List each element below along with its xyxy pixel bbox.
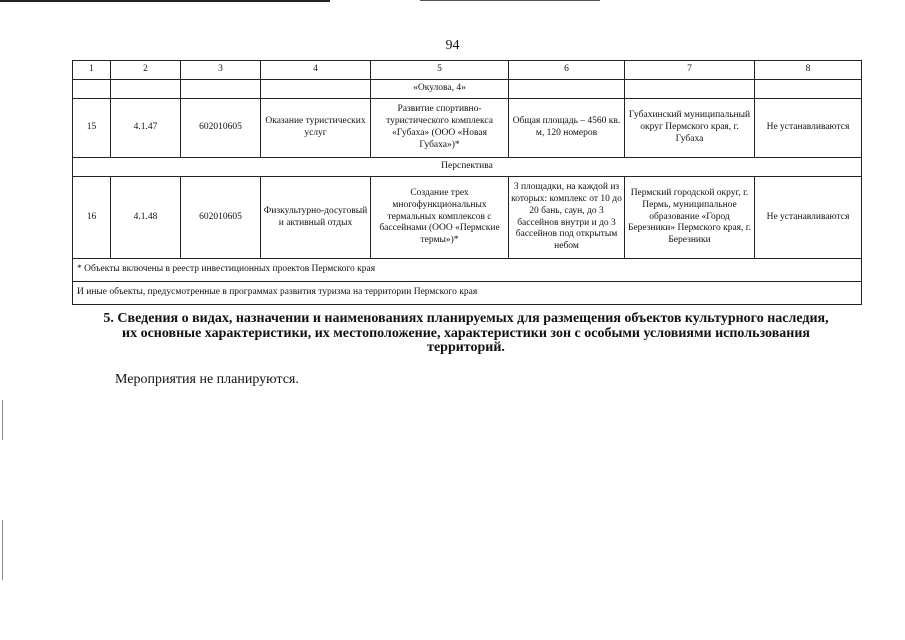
table-section-row xyxy=(73,158,862,177)
object-location: Губахинский муниципальный округ Пермского края, г. Губаха xyxy=(625,99,755,158)
object-name: Создание трех многофункциональных термальных комплексов с бассейнами (ООО «Пермские термы»)* xyxy=(371,177,509,259)
table-footnote: * Объекты включены в реестр инвестиционных проектов Пермского края xyxy=(73,259,862,282)
table-header-cell: 3 xyxy=(181,61,261,80)
table-header-cell: 7 xyxy=(625,61,755,80)
row-number: 16 xyxy=(73,177,111,259)
table-row xyxy=(73,99,862,158)
table-footnote-row xyxy=(73,259,862,282)
table-header-cell: 8 xyxy=(755,61,862,80)
object-location: Пермский городской округ, г. Пермь, муниципальное образование «Город Березники» Пермского края, г. Березники xyxy=(625,177,755,259)
table-cell xyxy=(111,80,181,99)
scan-artifact-line xyxy=(420,0,600,1)
other-objects-note: И иные объекты, предусмотренные в программах развития туризма на территории Пермского края xyxy=(73,282,862,305)
section-body: Мероприятия не планируются. xyxy=(115,372,299,387)
table-header-cell: 2 xyxy=(111,61,181,80)
object-params: Общая площадь – 4560 кв. м, 120 номеров xyxy=(509,99,625,158)
section-heading: 5. Сведения о видах, назначении и наименованиях планируемых для размещения объектов культурного наследия, их основные характеристики, их местоположение, характеристики зон с особыми условиями использования территорий. xyxy=(103,311,829,356)
table-cell xyxy=(261,80,371,99)
table-header-cell: 4 xyxy=(261,61,371,80)
table-cell xyxy=(755,80,862,99)
table-header-row xyxy=(73,61,862,80)
table-cell xyxy=(509,80,625,99)
object-code: 4.1.48 xyxy=(111,177,181,259)
object-params: 3 площадки, на каждой из которых: комплекс от 10 до 20 бань, саун, до 3 бассейнов внутри и до 3 бассейнов под открытым небом xyxy=(509,177,625,259)
classifier-code: 602010605 xyxy=(181,177,261,259)
table-header-cell: 1 xyxy=(73,61,111,80)
table-footnote-row xyxy=(73,282,862,305)
scan-artifact-line xyxy=(0,0,330,2)
scan-artifact-margin xyxy=(2,400,3,440)
table-header-cell: 6 xyxy=(509,61,625,80)
table-cell xyxy=(73,80,111,99)
table-row xyxy=(73,177,862,259)
row-number: 15 xyxy=(73,99,111,158)
scan-artifact-margin xyxy=(2,520,3,580)
table-row xyxy=(73,80,862,99)
table-header-cell: 5 xyxy=(371,61,509,80)
objects-table xyxy=(72,60,862,305)
continuation-cell: «Окулова, 4» xyxy=(371,80,509,99)
table-cell xyxy=(625,80,755,99)
object-type: Физкультурно-досуговый и активный отдых xyxy=(261,177,371,259)
classifier-code: 602010605 xyxy=(181,99,261,158)
object-zones: Не устанавливаются xyxy=(755,99,862,158)
object-type: Оказание туристических услуг xyxy=(261,99,371,158)
perspective-label: Перспектива xyxy=(73,158,862,177)
page-number: 94 xyxy=(445,38,460,53)
table-cell xyxy=(181,80,261,99)
object-zones: Не устанавливаются xyxy=(755,177,862,259)
object-code: 4.1.47 xyxy=(111,99,181,158)
object-name: Развитие спортивно-туристического комплекса «Губаха» (ООО «Новая Губаха»)* xyxy=(371,99,509,158)
